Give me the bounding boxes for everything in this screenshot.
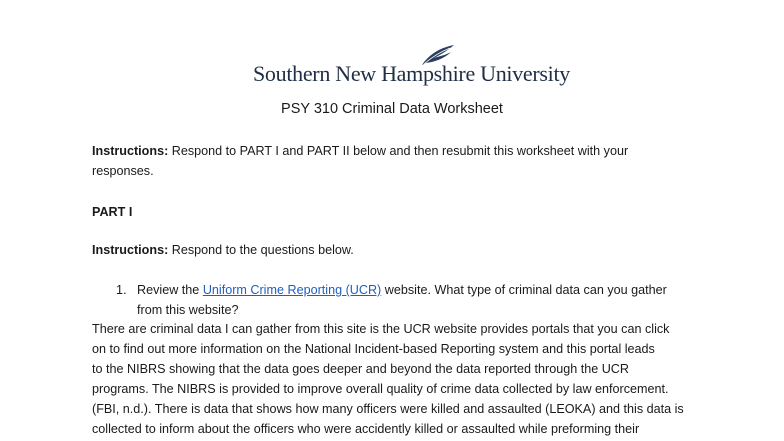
instructions-label: Instructions:: [92, 144, 169, 158]
question-text: [137, 280, 667, 300]
instructions-text: Respond to PART I and PART II below and then resubmit this worksheet with your: [168, 144, 629, 158]
instructions-text-2: Respond to the questions below.: [168, 243, 354, 257]
instructions-paragraph: [92, 141, 628, 161]
question-number: 1.: [116, 283, 127, 297]
university-logo: [250, 44, 570, 94]
question-text-continued: from this website?: [137, 303, 239, 317]
university-name: Southern New Hampshire University: [253, 61, 570, 86]
answer-line: (FBI, n.d.). There is data that shows how many officers were killed and assaulted (LEOKA) and this data is: [92, 402, 684, 416]
question-pre-link: Review the: [137, 283, 203, 297]
answer-line: to the NIBRS showing that the data goes deeper and beyond the data reported through the UCR: [92, 362, 629, 376]
page-title: PSY 310 Criminal Data Worksheet: [281, 101, 503, 117]
part-heading: PART I: [92, 205, 133, 219]
answer-line: on to find out more information on the National Incident-based Reporting system and this portal leads: [92, 342, 655, 356]
instructions-label-2: Instructions:: [92, 243, 169, 257]
ucr-website-link[interactable]: Uniform Crime Reporting (UCR): [202, 283, 382, 297]
answer-line: programs. The NIBRS is provided to improve overall quality of crime data collected by law enforcement.: [92, 382, 669, 396]
answer-line: collected to inform about the officers who were accidently killed or assaulted while preforming their: [92, 422, 640, 436]
answer-line: There are criminal data I can gather from this site is the UCR website provides portals that you can click: [92, 322, 670, 336]
instructions-paragraph-2: [92, 240, 354, 260]
instructions-text-continued: responses.: [92, 164, 154, 178]
question-post-link: website. What type of criminal data can you gather: [381, 283, 667, 297]
